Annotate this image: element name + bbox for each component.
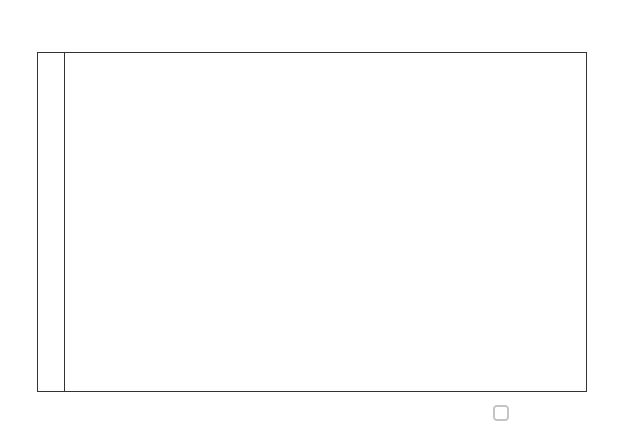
watermark [490,405,512,421]
logo-icon [493,405,509,421]
left-title [38,53,65,391]
table-body [65,53,586,391]
workflow-table [37,52,587,392]
